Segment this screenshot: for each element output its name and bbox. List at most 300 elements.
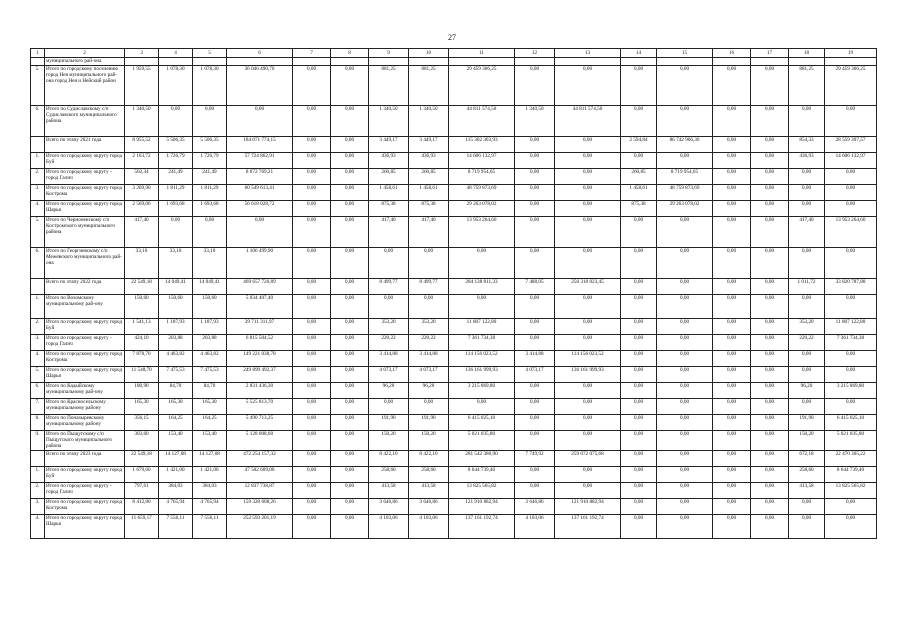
table-cell: 0,00 bbox=[555, 248, 621, 279]
table-cell: 6 415 025,10 bbox=[825, 415, 877, 431]
table-cell: 203,88 bbox=[159, 335, 193, 351]
row-label: Итого по городскому округу - город Галич bbox=[45, 335, 125, 351]
table-cell: 86 742 906,36 bbox=[657, 137, 713, 153]
table-cell: 0,00 bbox=[751, 295, 789, 319]
table-cell: 0,00 bbox=[621, 279, 657, 295]
table-cell: 0,00 bbox=[515, 248, 555, 279]
row-number: 5. bbox=[31, 66, 45, 106]
table-cell bbox=[621, 58, 657, 66]
table-cell: 250 318 023,45 bbox=[555, 279, 621, 295]
column-number: 14 bbox=[621, 49, 657, 58]
table-cell: 0,00 bbox=[713, 351, 751, 367]
table-cell: 121 910 882,94 bbox=[555, 498, 621, 514]
row-label: Итого по городскому округу город Кострома bbox=[45, 351, 125, 367]
table-cell: 0,00 bbox=[713, 482, 751, 498]
table-cell: 7 475,53 bbox=[193, 367, 227, 383]
table-cell: 0,00 bbox=[713, 335, 751, 351]
row-label: Итого по городскому округу город Буй bbox=[45, 153, 125, 169]
table-cell: 0,00 bbox=[621, 399, 657, 415]
table-cell: 14 127,08 bbox=[193, 450, 227, 466]
column-number: 4 bbox=[159, 49, 193, 58]
row-number: 3. bbox=[31, 185, 45, 201]
table-cell: 57 724 862,91 bbox=[227, 153, 293, 169]
table-cell: 0,00 bbox=[657, 319, 713, 335]
table-cell: 0,00 bbox=[369, 399, 409, 415]
table-cell: 0,00 bbox=[293, 185, 331, 201]
table-cell: 1 340,50 bbox=[409, 106, 449, 137]
table-cell: 1 078,30 bbox=[159, 66, 193, 106]
table-cell: 0,00 bbox=[713, 279, 751, 295]
table-cell: 0,00 bbox=[293, 383, 331, 399]
table-cell: 0,00 bbox=[621, 431, 657, 451]
table-cell: 0,00 bbox=[293, 319, 331, 335]
table-cell: 0,00 bbox=[751, 351, 789, 367]
table-cell: 0,00 bbox=[293, 351, 331, 367]
table-cell: 1 458,61 bbox=[369, 185, 409, 201]
table-cell: 0,00 bbox=[789, 514, 825, 538]
table-cell: 14 049,41 bbox=[193, 279, 227, 295]
row-number: 2. bbox=[31, 169, 45, 185]
table-cell: 8 499,77 bbox=[409, 279, 449, 295]
table-cell: 149 221 038,78 bbox=[227, 351, 293, 367]
table-cell: 0,00 bbox=[331, 399, 369, 415]
table-cell: 260,85 bbox=[409, 169, 449, 185]
table-cell: 0,00 bbox=[713, 415, 751, 431]
table-cell: 7 878,70 bbox=[125, 351, 159, 367]
table-cell: 150,60 bbox=[125, 295, 159, 319]
table-cell: 284 138 811,33 bbox=[449, 279, 515, 295]
table-cell: 0,00 bbox=[515, 383, 555, 399]
column-number: 15 bbox=[657, 49, 713, 58]
table-cell: 0,00 bbox=[789, 295, 825, 319]
table-cell: 0,00 bbox=[331, 201, 369, 217]
table-cell bbox=[751, 58, 789, 66]
table-cell: 47 502 609,00 bbox=[227, 466, 293, 482]
row-number: 6. bbox=[31, 248, 45, 279]
table-cell: 0,00 bbox=[515, 201, 555, 217]
table-cell: 0,00 bbox=[369, 295, 409, 319]
table-cell: 0,00 bbox=[789, 169, 825, 185]
table-cell: 0,00 bbox=[621, 466, 657, 482]
table-cell: 0,00 bbox=[751, 498, 789, 514]
table-cell: 0,00 bbox=[193, 217, 227, 248]
table-cell: 48 759 873,69 bbox=[657, 185, 713, 201]
column-number: 2 bbox=[45, 49, 125, 58]
table-cell: 0,00 bbox=[331, 217, 369, 248]
table-row bbox=[31, 169, 877, 185]
table-cell: 1 187,93 bbox=[159, 319, 193, 335]
table-cell: 0,00 bbox=[555, 185, 621, 201]
table-cell: 0,00 bbox=[751, 66, 789, 106]
table-row bbox=[31, 399, 877, 415]
table-cell: 0,00 bbox=[515, 169, 555, 185]
table-cell: 881,25 bbox=[409, 66, 449, 106]
table-cell: 0,00 bbox=[657, 450, 713, 466]
table-cell: 353,20 bbox=[789, 319, 825, 335]
table-cell: 0,00 bbox=[555, 295, 621, 319]
column-number: 6 bbox=[227, 49, 293, 58]
table-cell: 875,38 bbox=[621, 201, 657, 217]
table-cell: 0,00 bbox=[621, 153, 657, 169]
table-row bbox=[31, 351, 877, 367]
table-row bbox=[31, 335, 877, 351]
table-cell: 184 071 774,15 bbox=[227, 137, 293, 153]
table-cell: 0,00 bbox=[293, 466, 331, 482]
column-number: 9 bbox=[369, 49, 409, 58]
table-cell: 56 618 028,72 bbox=[227, 201, 293, 217]
table-cell: 797,61 bbox=[125, 482, 159, 498]
table-cell: 48 759 873,69 bbox=[449, 185, 515, 201]
row-label: Итого по Вохомскому муниципальному рай-ону bbox=[45, 295, 125, 319]
table-cell: 0,00 bbox=[293, 248, 331, 279]
table-cell: 413,58 bbox=[789, 482, 825, 498]
table-row bbox=[31, 482, 877, 498]
table-cell: 3 269,90 bbox=[125, 185, 159, 201]
table-cell: 96,20 bbox=[369, 383, 409, 399]
table-cell: 191,90 bbox=[789, 415, 825, 431]
table-cell: 0,00 bbox=[293, 335, 331, 351]
table-cell: 0,00 bbox=[621, 106, 657, 137]
table-cell: 115 302 303,93 bbox=[449, 137, 515, 153]
table-cell: 0,00 bbox=[657, 217, 713, 248]
table-cell: 191,90 bbox=[369, 415, 409, 431]
table-cell: 114 156 023,52 bbox=[555, 351, 621, 367]
table-cell: 2 831 436,30 bbox=[227, 383, 293, 399]
table-cell: 0,00 bbox=[751, 137, 789, 153]
table-cell: 8 719 954,65 bbox=[657, 169, 713, 185]
table-cell: 44 811 574,50 bbox=[449, 106, 515, 137]
table-cell: 3 449,17 bbox=[369, 137, 409, 153]
row-number: 5. bbox=[31, 217, 45, 248]
row-number bbox=[31, 450, 45, 466]
table-cell: 5 490 713,25 bbox=[227, 415, 293, 431]
page-number: 27 bbox=[448, 33, 456, 42]
table-cell: 0,00 bbox=[621, 498, 657, 514]
table-cell: 0,00 bbox=[713, 399, 751, 415]
table-row bbox=[31, 217, 877, 248]
table-cell: 0,00 bbox=[621, 367, 657, 383]
table-cell: 0,00 bbox=[555, 431, 621, 451]
table-cell: 0,00 bbox=[657, 466, 713, 482]
table-cell: 220,22 bbox=[409, 335, 449, 351]
table-cell: 0,00 bbox=[515, 399, 555, 415]
table-cell: 7 556,11 bbox=[159, 514, 193, 538]
table-cell: 4 073,17 bbox=[369, 367, 409, 383]
table-cell bbox=[555, 58, 621, 66]
table-cell: 0,00 bbox=[555, 335, 621, 351]
row-label: Всего по этапу 2021 года bbox=[45, 137, 125, 153]
table-row bbox=[31, 415, 877, 431]
table-cell: 0,00 bbox=[713, 153, 751, 169]
table-cell: 417,40 bbox=[125, 217, 159, 248]
table-cell: 11 807 122,80 bbox=[449, 319, 515, 335]
table-cell: 0,00 bbox=[751, 466, 789, 482]
table-cell: 13 953 264,60 bbox=[825, 217, 877, 248]
table-row bbox=[31, 466, 877, 482]
table-cell: 0,00 bbox=[713, 367, 751, 383]
table-cell: 0,00 bbox=[621, 383, 657, 399]
table-cell: 0,00 bbox=[515, 466, 555, 482]
table-cell: 1 421,00 bbox=[159, 466, 193, 482]
table-cell: 8 422,10 bbox=[409, 450, 449, 466]
table-cell: 0,00 bbox=[293, 415, 331, 431]
table-cell: 203,88 bbox=[193, 335, 227, 351]
table-cell bbox=[227, 58, 293, 66]
table-cell: 0,00 bbox=[751, 482, 789, 498]
table-cell: 5 506,35 bbox=[159, 137, 193, 153]
table-cell: 0,00 bbox=[621, 319, 657, 335]
table-cell: 60 549 613,41 bbox=[227, 185, 293, 201]
table-cell: 153,40 bbox=[193, 431, 227, 451]
table-cell: 0,00 bbox=[657, 415, 713, 431]
table-cell: 5 021 035,80 bbox=[825, 431, 877, 451]
table-cell: 0,00 bbox=[293, 137, 331, 153]
row-number: 7. bbox=[31, 399, 45, 415]
table-cell: 0,00 bbox=[751, 335, 789, 351]
table-cell: 0,00 bbox=[555, 217, 621, 248]
table-cell: 0,00 bbox=[159, 106, 193, 137]
table-cell: 281 542 380,90 bbox=[449, 450, 515, 466]
table-cell: 0,00 bbox=[713, 169, 751, 185]
column-number: 10 bbox=[409, 49, 449, 58]
table-cell: 7 749,92 bbox=[515, 450, 555, 466]
table-cell: 0,00 bbox=[293, 279, 331, 295]
table-cell: 249 899 492,37 bbox=[227, 367, 293, 383]
table-cell: 13 953 264,60 bbox=[449, 217, 515, 248]
table-cell: 33 820 787,88 bbox=[825, 279, 877, 295]
table-cell: 413,58 bbox=[369, 482, 409, 498]
table-cell bbox=[125, 58, 159, 66]
table-cell: 0,00 bbox=[657, 66, 713, 106]
table-cell: 0,00 bbox=[789, 367, 825, 383]
row-number: 3. bbox=[31, 498, 45, 514]
row-number: 2. bbox=[31, 482, 45, 498]
table-cell: 1 811,29 bbox=[159, 185, 193, 201]
table-cell: 96,20 bbox=[789, 383, 825, 399]
table-cell: 502,34 bbox=[125, 169, 159, 185]
table-cell: 0,00 bbox=[331, 367, 369, 383]
row-label: Итого по городскому округу город Шарья bbox=[45, 201, 125, 217]
table-cell: 259 072 075,68 bbox=[555, 450, 621, 466]
table-cell: 0,00 bbox=[713, 466, 751, 482]
table-cell: 1 340,50 bbox=[369, 106, 409, 137]
table-cell: 0,00 bbox=[751, 185, 789, 201]
row-number: 4. bbox=[31, 351, 45, 367]
row-number: 9. bbox=[31, 431, 45, 451]
table-cell bbox=[713, 58, 751, 66]
table-cell: 150,60 bbox=[193, 295, 227, 319]
table-cell: 424,10 bbox=[125, 335, 159, 351]
row-number: 4. bbox=[31, 201, 45, 217]
table-cell: 0,00 bbox=[751, 383, 789, 399]
table-cell: 4 103,06 bbox=[409, 514, 449, 538]
table-cell: 1 458,61 bbox=[409, 185, 449, 201]
column-number: 3 bbox=[125, 49, 159, 58]
table-cell: 0,00 bbox=[789, 399, 825, 415]
table-cell: 0,00 bbox=[515, 319, 555, 335]
row-label: Итого по городскому округу город Буй bbox=[45, 466, 125, 482]
table-cell: 0,00 bbox=[331, 431, 369, 451]
table-cell: 136 161 999,93 bbox=[555, 367, 621, 383]
table-cell: 0,00 bbox=[555, 415, 621, 431]
table-cell: 436,93 bbox=[369, 153, 409, 169]
table-cell: 241,49 bbox=[193, 169, 227, 185]
table-cell: 0,00 bbox=[621, 248, 657, 279]
table-cell: 0,00 bbox=[713, 431, 751, 451]
table-cell: 252 593 201,19 bbox=[227, 514, 293, 538]
table-cell: 164,25 bbox=[193, 415, 227, 431]
table-cell: 33,10 bbox=[193, 248, 227, 279]
row-number: 1. bbox=[31, 153, 45, 169]
row-number bbox=[31, 279, 45, 295]
table-cell bbox=[789, 58, 825, 66]
table-cell: 12 837 738,87 bbox=[227, 482, 293, 498]
table-cell: 3 414,88 bbox=[369, 351, 409, 367]
table-cell: 0,00 bbox=[621, 482, 657, 498]
table-cell: 1 959,55 bbox=[125, 66, 159, 106]
table-cell: 0,00 bbox=[331, 153, 369, 169]
table-cell: 260,85 bbox=[621, 169, 657, 185]
table-cell: 0,00 bbox=[713, 319, 751, 335]
table-row bbox=[31, 137, 877, 153]
table-cell bbox=[515, 58, 555, 66]
table-cell: 191,90 bbox=[409, 415, 449, 431]
table-cell: 0,00 bbox=[331, 466, 369, 482]
table-cell: 0,00 bbox=[331, 169, 369, 185]
table-cell: 0,00 bbox=[713, 248, 751, 279]
table-cell: 0,00 bbox=[555, 399, 621, 415]
table-cell: 1 078,30 bbox=[193, 66, 227, 106]
table-cell: 0,00 bbox=[515, 137, 555, 153]
table-cell: 29 263 078,02 bbox=[449, 201, 515, 217]
column-number: 1 bbox=[31, 49, 45, 58]
row-label: Всего по этапу 2022 года bbox=[45, 279, 125, 295]
table-cell: 165,30 bbox=[193, 399, 227, 415]
table-cell: 384,03 bbox=[193, 482, 227, 498]
row-label: Итого по Поназыревскому муниципальному району bbox=[45, 415, 125, 431]
table-cell: 0,00 bbox=[409, 399, 449, 415]
table-cell: 1 679,60 bbox=[125, 466, 159, 482]
table-cell: 881,25 bbox=[789, 66, 825, 106]
row-label: Итого по городскому округу город Шарья bbox=[45, 514, 125, 538]
table-cell: 5 525 813,70 bbox=[227, 399, 293, 415]
table-cell bbox=[159, 58, 193, 66]
table-cell: 0,00 bbox=[293, 106, 331, 137]
table-cell: 2 569,06 bbox=[125, 201, 159, 217]
table-cell: 159 320 608,26 bbox=[227, 498, 293, 514]
table-cell: 33,10 bbox=[159, 248, 193, 279]
table-cell: 2 163,72 bbox=[125, 153, 159, 169]
table-cell: 7 488,05 bbox=[515, 279, 555, 295]
table-cell: 472 254 157,32 bbox=[227, 450, 293, 466]
table-cell: 29 263 078,02 bbox=[657, 201, 713, 217]
column-number: 13 bbox=[555, 49, 621, 58]
table-cell: 0,00 bbox=[713, 137, 751, 153]
table-cell: 150,20 bbox=[409, 431, 449, 451]
table-cell: 8 422,10 bbox=[369, 450, 409, 466]
table-cell: 137 161 192,74 bbox=[555, 514, 621, 538]
table-cell: 8 719 954,65 bbox=[449, 169, 515, 185]
table-cell: 0,00 bbox=[449, 248, 515, 279]
column-number: 17 bbox=[751, 49, 789, 58]
table-cell: 0,00 bbox=[227, 217, 293, 248]
row-number: 8. bbox=[31, 415, 45, 431]
table-cell bbox=[331, 58, 369, 66]
table-cell: 303,60 bbox=[125, 431, 159, 451]
table-cell: 1 726,79 bbox=[193, 153, 227, 169]
row-label: Итого по Кадыйскому муниципальному рай-ону bbox=[45, 383, 125, 399]
table-cell: 258,60 bbox=[789, 466, 825, 482]
table-cell: 7 361 734,38 bbox=[825, 335, 877, 351]
table-cell: 0,00 bbox=[657, 351, 713, 367]
table-cell: 672,18 bbox=[789, 450, 825, 466]
table-row bbox=[31, 498, 877, 514]
table-cell: 4 765,94 bbox=[193, 498, 227, 514]
table-cell: 0,00 bbox=[293, 514, 331, 538]
table-cell: 0,00 bbox=[555, 66, 621, 106]
table-cell: 4 765,94 bbox=[159, 498, 193, 514]
table-row bbox=[31, 153, 877, 169]
table-cell: 0,00 bbox=[713, 217, 751, 248]
table-cell: 44 811 574,50 bbox=[555, 106, 621, 137]
table-cell: 0,00 bbox=[331, 279, 369, 295]
table-cell: 0,00 bbox=[331, 248, 369, 279]
table-cell: 3 414,88 bbox=[515, 351, 555, 367]
table-cell: 0,00 bbox=[825, 498, 877, 514]
table-cell: 0,00 bbox=[293, 367, 331, 383]
table-cell: 0,00 bbox=[515, 482, 555, 498]
table-cell: 137 161 192,74 bbox=[449, 514, 515, 538]
table-cell: 13 825 565,82 bbox=[449, 482, 515, 498]
row-number: 5. bbox=[31, 367, 45, 383]
table-cell: 121 910 882,94 bbox=[449, 498, 515, 514]
column-number: 5 bbox=[193, 49, 227, 58]
row-label: Итого по Красносельскому муниципальному району bbox=[45, 399, 125, 415]
table-cell: 0,00 bbox=[657, 106, 713, 137]
table-cell: 1 340,50 bbox=[515, 106, 555, 137]
row-label: Итого по Судиславскому с/п Судиславского муниципального района bbox=[45, 106, 125, 137]
table-row bbox=[31, 106, 877, 137]
row-label: Всего по этапу 2023 года bbox=[45, 450, 125, 466]
table-cell: 0,00 bbox=[293, 169, 331, 185]
table-cell: 0,00 bbox=[825, 201, 877, 217]
column-number-row bbox=[31, 49, 877, 58]
table-cell: 6 415 025,10 bbox=[449, 415, 515, 431]
table-cell: 1 187,93 bbox=[193, 319, 227, 335]
table-cell: 436,93 bbox=[409, 153, 449, 169]
table-cell: 0,00 bbox=[293, 482, 331, 498]
table-cell: 0,00 bbox=[825, 185, 877, 201]
table-cell: 4 463,82 bbox=[193, 351, 227, 367]
table-cell: 0,00 bbox=[751, 217, 789, 248]
table-cell: 7 556,11 bbox=[193, 514, 227, 538]
row-label: Итого по Георгиевскому с/п Межевского муниципального рай-она bbox=[45, 248, 125, 279]
table-cell: 413,58 bbox=[409, 482, 449, 498]
table-cell: 1 106 499,90 bbox=[227, 248, 293, 279]
table-cell: 0,00 bbox=[657, 514, 713, 538]
table-cell: 0,00 bbox=[751, 153, 789, 169]
table-cell: 0,00 bbox=[657, 482, 713, 498]
row-number: 6. bbox=[31, 106, 45, 137]
table-cell: 11 548,70 bbox=[125, 367, 159, 383]
table-cell: 881,25 bbox=[369, 66, 409, 106]
table-row bbox=[31, 450, 877, 466]
table-cell bbox=[409, 58, 449, 66]
table-cell: 0,00 bbox=[193, 106, 227, 137]
table-cell: 0,00 bbox=[825, 367, 877, 383]
table-cell: 0,00 bbox=[825, 351, 877, 367]
table-cell: 150,20 bbox=[789, 431, 825, 451]
